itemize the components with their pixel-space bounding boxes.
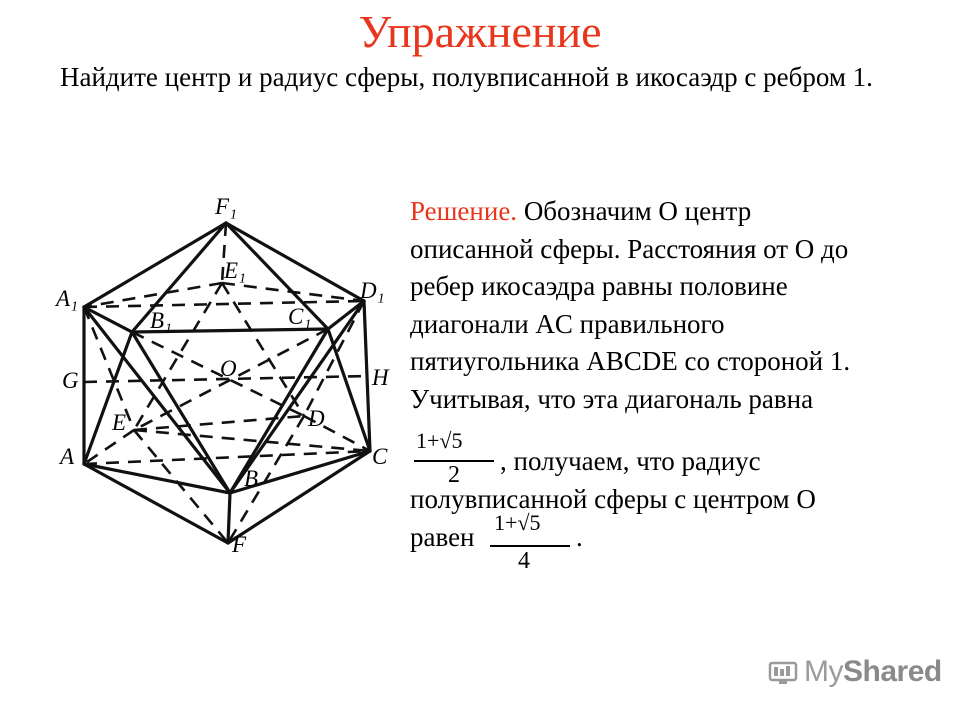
label-f1: F₁ <box>214 194 238 219</box>
edge-b-f <box>228 493 230 543</box>
label-e: E <box>112 410 127 435</box>
hidden-edge-d1-d <box>304 301 364 416</box>
myshared-logo-text <box>804 655 942 689</box>
hidden-edge-a1-d1 <box>84 301 364 307</box>
hidden-edge-e1-d1 <box>222 283 364 301</box>
solution-line-6: Учитывая, что эта диагональ равна <box>410 383 814 414</box>
label-g: G <box>62 368 79 393</box>
edge-a-f <box>84 464 228 543</box>
edge-a-b <box>84 464 230 493</box>
solution-line-7: , получаем, что радиус <box>500 446 761 476</box>
diagonal-fraction-numerator: 1+√5 <box>416 428 463 453</box>
label-a1: A₁ <box>56 286 79 311</box>
edge-b1-a <box>84 332 132 464</box>
diagonal-fraction <box>414 426 496 488</box>
solution-line-3: ребер икосаэдра равны половине <box>410 271 788 301</box>
diagonal-fraction-denominator: 2 <box>448 462 460 488</box>
label-b: B <box>244 466 259 491</box>
hidden-edge-e-f <box>134 430 228 543</box>
label-c1: C₁ <box>288 304 312 329</box>
edge-d1-c <box>364 301 370 451</box>
radius-fraction-bar <box>490 545 570 547</box>
logo-text-prefix: My <box>804 655 843 688</box>
radius-fraction-numerator: 1+√5 <box>494 510 541 535</box>
solution-line-1 <box>410 193 940 231</box>
icosahedron-figure <box>50 190 410 570</box>
solution-line-9-suffix: . <box>576 522 583 552</box>
edge-f1-d1 <box>226 223 364 301</box>
myshared-logo <box>768 652 942 692</box>
label-f: F <box>232 532 247 557</box>
logo-text-suffix: Shared <box>843 655 942 688</box>
label-a: A <box>60 444 75 469</box>
solution-text <box>410 193 940 418</box>
label-d: D <box>308 406 325 431</box>
hidden-edge-a-c <box>84 451 370 464</box>
myshared-logo-icon <box>768 659 798 685</box>
solution-line-4: диагонали AC правильного <box>410 308 725 339</box>
edge-a1-b1 <box>84 307 132 332</box>
label-h: H <box>372 365 389 390</box>
label-c: C <box>372 444 388 469</box>
solution-line-1-text: Обозначим O центр <box>517 196 752 226</box>
solution-line-8: полувписанной сферы с центром O <box>410 484 816 514</box>
label-b1: B₁ <box>150 308 173 333</box>
hidden-edge-e-c <box>134 430 370 451</box>
solution-line-2: описанной сферы. Расстояния от O до <box>410 233 849 264</box>
solution-label: Решение. <box>410 196 518 226</box>
radius-fraction-denominator: 4 <box>518 548 530 574</box>
label-e1: E₁ <box>224 258 247 283</box>
label-d1: D₁ <box>360 278 385 303</box>
solution-line-5: пятиугольника ABCDE со стороной 1. <box>410 346 851 376</box>
icosahedron-diagram <box>50 190 410 570</box>
edge-f1-b1 <box>132 223 226 332</box>
radius-fraction <box>490 508 576 574</box>
solution-line-9-prefix: равен <box>410 522 475 552</box>
hidden-edge-a1-e <box>84 307 134 430</box>
problem-statement: Найдите центр и радиус сферы, полувписанной в икосаэдр с ребром 1. <box>60 62 873 92</box>
label-o: O <box>220 356 237 381</box>
slide-title: Упражнение <box>358 6 602 57</box>
